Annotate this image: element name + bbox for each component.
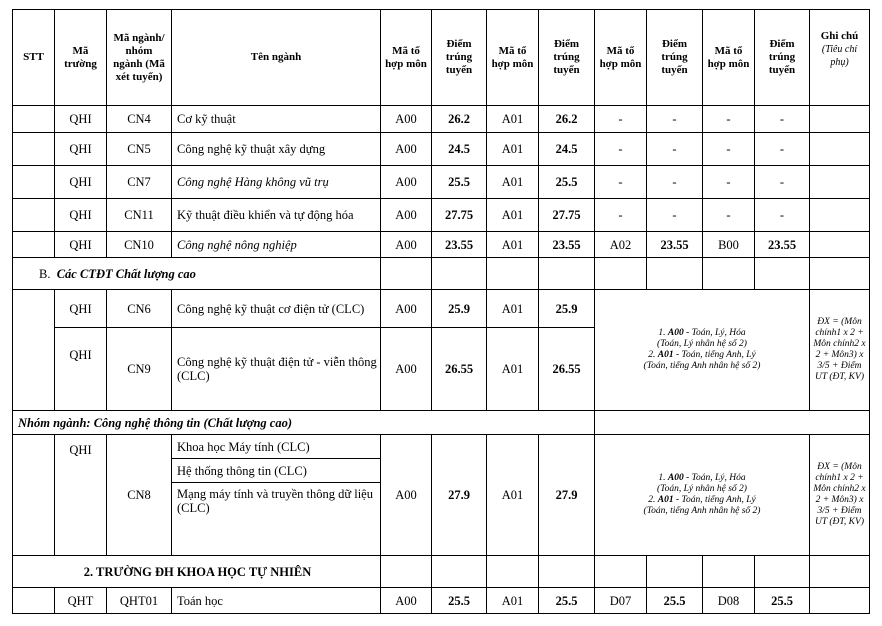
cell-to-hop-2: A01 xyxy=(487,232,539,258)
cell-ma-truong: QHI xyxy=(55,199,107,232)
cell-to-hop-3: - xyxy=(595,133,647,166)
cell-ma-truong: QHI xyxy=(55,232,107,258)
admission-score-table xyxy=(12,9,870,614)
empty-cell xyxy=(755,258,810,290)
empty-cell xyxy=(381,556,432,588)
cell-diem-1: 25.9 xyxy=(432,290,487,328)
empty-cell xyxy=(703,556,755,588)
cell-ma-truong: QHI xyxy=(55,328,107,411)
note-line-2: (Toán, Lý nhân hệ số 2) xyxy=(657,339,747,349)
table-row xyxy=(13,133,870,166)
clc-note xyxy=(595,290,810,411)
note-code: A00 - xyxy=(667,328,692,338)
cell-ten-nganh: Công nghệ kỹ thuật điện tử - viễn thông (CLC) xyxy=(172,328,381,411)
cell-ghi-chu xyxy=(810,199,870,232)
cell-ma-truong: QHT xyxy=(55,588,107,614)
table-row xyxy=(13,290,870,328)
empty-cell xyxy=(595,411,870,435)
empty-cell xyxy=(432,556,487,588)
note-line-3 xyxy=(648,350,755,360)
empty-cell xyxy=(487,556,539,588)
note-code: A01 - xyxy=(657,350,682,360)
note-num: 2. xyxy=(648,495,658,505)
section-row xyxy=(13,258,870,290)
note-line-1 xyxy=(658,473,745,483)
header-diem-3: Điểm trúng tuyển xyxy=(647,10,703,106)
cell-ten-nganh: Mạng máy tính và truyền thông dữ liệu (CLC) xyxy=(172,483,381,556)
table-row xyxy=(13,199,870,232)
note-line-4: (Toán, tiếng Anh nhân hệ số 2) xyxy=(643,361,761,371)
cell-to-hop-1: A00 xyxy=(381,166,432,199)
cell-to-hop-1: A00 xyxy=(381,199,432,232)
cell-diem-1: 25.5 xyxy=(432,166,487,199)
section-b-title xyxy=(13,258,381,290)
cell-diem-3: - xyxy=(647,106,703,133)
note-num: 1. xyxy=(658,328,668,338)
cell-to-hop-4: - xyxy=(703,166,755,199)
cell-ma-truong: QHI xyxy=(55,133,107,166)
cell-ma-truong: QHI xyxy=(55,166,107,199)
section-b-text: Các CTĐT Chất lượng cao xyxy=(56,266,196,281)
cell-stt xyxy=(13,290,55,411)
cell-to-hop-4: - xyxy=(703,199,755,232)
cell-diem-1: 26.55 xyxy=(432,328,487,411)
header-ghi-chu-sub: (Tiêu chí phụ) xyxy=(821,44,858,68)
cell-ma-truong: QHI xyxy=(55,435,107,556)
header-ghi-chu-title: Ghi chú xyxy=(820,30,859,42)
cell-ma-nganh: CN9 xyxy=(107,328,172,411)
cell-to-hop-4: D08 xyxy=(703,588,755,614)
cell-diem-3: - xyxy=(647,166,703,199)
cell-to-hop-2: A01 xyxy=(487,290,539,328)
cell-diem-2: 25.5 xyxy=(539,588,595,614)
cell-ten-nganh: Công nghệ nông nghiệp xyxy=(172,232,381,258)
empty-cell xyxy=(381,258,432,290)
header-stt: STT xyxy=(13,10,55,106)
cell-stt xyxy=(13,588,55,614)
cell-ma-truong: QHI xyxy=(55,290,107,328)
cell-ten-nganh: Toán học xyxy=(172,588,381,614)
cell-diem-4: 23.55 xyxy=(755,232,810,258)
cell-to-hop-2: A01 xyxy=(487,106,539,133)
cell-diem-1: 27.75 xyxy=(432,199,487,232)
cell-diem-1: 27.9 xyxy=(432,435,487,556)
cell-ma-nganh: CN11 xyxy=(107,199,172,232)
empty-cell xyxy=(595,258,647,290)
note-code: A01 - xyxy=(657,495,682,505)
cell-diem-2: 27.9 xyxy=(539,435,595,556)
cell-diem-2: 27.75 xyxy=(539,199,595,232)
cell-to-hop-1: A00 xyxy=(381,328,432,411)
empty-cell xyxy=(595,556,647,588)
cell-ghi-chu xyxy=(810,232,870,258)
cell-to-hop-4: - xyxy=(703,106,755,133)
cell-ma-nganh: CN7 xyxy=(107,166,172,199)
cell-diem-1: 26.2 xyxy=(432,106,487,133)
section-b-prefix: B. xyxy=(39,266,51,281)
cell-diem-4: - xyxy=(755,133,810,166)
header-ma-to-hop-1: Mã tổ hợp môn xyxy=(381,10,432,106)
cell-to-hop-1: A00 xyxy=(381,133,432,166)
cell-to-hop-3: D07 xyxy=(595,588,647,614)
cell-to-hop-2: A01 xyxy=(487,435,539,556)
section-row xyxy=(13,556,870,588)
cell-ten-nganh: Kỹ thuật điều khiển và tự động hóa xyxy=(172,199,381,232)
header-ma-truong: Mã trường xyxy=(55,10,107,106)
note-code: A00 - xyxy=(667,473,692,483)
cell-to-hop-1: A00 xyxy=(381,588,432,614)
cell-diem-4: 25.5 xyxy=(755,588,810,614)
cell-to-hop-1: A00 xyxy=(381,290,432,328)
table-row xyxy=(13,232,870,258)
header-diem-4: Điểm trúng tuyển xyxy=(755,10,810,106)
empty-cell xyxy=(432,258,487,290)
empty-cell xyxy=(810,258,870,290)
cell-diem-2: 26.2 xyxy=(539,106,595,133)
table-row xyxy=(13,435,870,459)
header-ma-to-hop-4: Mã tổ hợp môn xyxy=(703,10,755,106)
cell-ma-nganh: CN10 xyxy=(107,232,172,258)
cell-to-hop-1: A00 xyxy=(381,106,432,133)
cell-ghi-chu xyxy=(810,133,870,166)
table-row xyxy=(13,588,870,614)
cell-ma-nganh: QHT01 xyxy=(107,588,172,614)
cell-diem-3: 25.5 xyxy=(647,588,703,614)
cell-to-hop-4: B00 xyxy=(703,232,755,258)
cntt-ghi-chu: ĐX = (Môn chính1 x 2 + Môn chính2 x 2 + Môn3) x 3/5 + Điểm UT (ĐT, KV) xyxy=(810,435,870,556)
empty-cell xyxy=(810,556,870,588)
cell-stt xyxy=(13,106,55,133)
cell-diem-3: - xyxy=(647,133,703,166)
cell-diem-4: - xyxy=(755,106,810,133)
table-row xyxy=(13,106,870,133)
table-row xyxy=(13,166,870,199)
cell-diem-1: 24.5 xyxy=(432,133,487,166)
cell-ghi-chu xyxy=(810,588,870,614)
empty-cell xyxy=(539,258,595,290)
empty-cell xyxy=(703,258,755,290)
cell-diem-4: - xyxy=(755,166,810,199)
cell-ten-nganh: Công nghệ kỹ thuật cơ điện tử (CLC) xyxy=(172,290,381,328)
cell-diem-4: - xyxy=(755,199,810,232)
section-2-title: 2. TRƯỜNG ĐH KHOA HỌC TỰ NHIÊN xyxy=(13,556,381,588)
cell-stt xyxy=(13,199,55,232)
empty-cell xyxy=(487,258,539,290)
cell-diem-1: 25.5 xyxy=(432,588,487,614)
cell-ten-nganh: Khoa học Máy tính (CLC) xyxy=(172,435,381,459)
cell-to-hop-2: A01 xyxy=(487,588,539,614)
note-num: 1. xyxy=(658,473,668,483)
cell-to-hop-3: - xyxy=(595,199,647,232)
clc-ghi-chu: ĐX = (Môn chính1 x 2 + Môn chính2 x 2 + Môn3) x 3/5 + Điểm UT (ĐT, KV) xyxy=(810,290,870,411)
empty-cell xyxy=(755,556,810,588)
group-row xyxy=(13,411,870,435)
note-line-1 xyxy=(658,328,745,338)
header-row xyxy=(13,10,870,106)
note-subjects: Toán, tiếng Anh, Lý xyxy=(681,350,756,360)
cell-diem-2: 24.5 xyxy=(539,133,595,166)
header-diem-2: Điểm trúng tuyển xyxy=(539,10,595,106)
cell-to-hop-1: A00 xyxy=(381,435,432,556)
cell-stt xyxy=(13,133,55,166)
cell-stt xyxy=(13,435,55,556)
note-subjects: Toán, Lý, Hóa xyxy=(691,328,746,338)
cell-diem-2: 23.55 xyxy=(539,232,595,258)
note-num: 2. xyxy=(648,350,658,360)
cell-ten-nganh: Công nghệ kỹ thuật xây dựng xyxy=(172,133,381,166)
header-ma-to-hop-3: Mã tổ hợp môn xyxy=(595,10,647,106)
cell-to-hop-2: A01 xyxy=(487,199,539,232)
cell-to-hop-3: - xyxy=(595,106,647,133)
note-subjects: Toán, Lý, Hóa xyxy=(691,473,746,483)
cell-ghi-chu xyxy=(810,106,870,133)
header-ghi-chu xyxy=(810,10,870,106)
cell-to-hop-2: A01 xyxy=(487,133,539,166)
cell-diem-3: 23.55 xyxy=(647,232,703,258)
cell-ten-nganh: Cơ kỹ thuật xyxy=(172,106,381,133)
empty-cell xyxy=(539,556,595,588)
cell-to-hop-2: A01 xyxy=(487,328,539,411)
cell-to-hop-2: A01 xyxy=(487,166,539,199)
header-ma-nganh: Mã ngành/ nhóm ngành (Mã xét tuyển) xyxy=(107,10,172,106)
cell-ten-nganh: Công nghệ Hàng không vũ trụ xyxy=(172,166,381,199)
header-diem-1: Điểm trúng tuyển xyxy=(432,10,487,106)
note-line-2: (Toán, Lý nhân hệ số 2) xyxy=(657,484,747,494)
cell-to-hop-3: A02 xyxy=(595,232,647,258)
cell-stt xyxy=(13,232,55,258)
cell-diem-3: - xyxy=(647,199,703,232)
note-line-4: (Toán, tiếng Anh nhân hệ số 2) xyxy=(643,506,761,516)
note-subjects: Toán, tiếng Anh, Lý xyxy=(681,495,756,505)
cell-stt xyxy=(13,166,55,199)
cell-ma-truong: QHI xyxy=(55,106,107,133)
cell-ghi-chu xyxy=(810,166,870,199)
header-ma-to-hop-2: Mã tổ hợp môn xyxy=(487,10,539,106)
cell-diem-2: 26.55 xyxy=(539,328,595,411)
header-ten-nganh: Tên ngành xyxy=(172,10,381,106)
cell-to-hop-4: - xyxy=(703,133,755,166)
cell-diem-1: 23.55 xyxy=(432,232,487,258)
cell-ma-nganh: CN5 xyxy=(107,133,172,166)
note-line-3 xyxy=(648,495,755,505)
cntt-note xyxy=(595,435,810,556)
nhom-nganh-title: Nhóm ngành: Công nghệ thông tin (Chất lượng cao) xyxy=(13,411,595,435)
empty-cell xyxy=(647,556,703,588)
empty-cell xyxy=(647,258,703,290)
cell-diem-2: 25.9 xyxy=(539,290,595,328)
cell-ten-nganh: Hệ thống thông tin (CLC) xyxy=(172,459,381,483)
cell-diem-2: 25.5 xyxy=(539,166,595,199)
cell-to-hop-3: - xyxy=(595,166,647,199)
cell-ma-nganh: CN8 xyxy=(107,435,172,556)
cell-to-hop-1: A00 xyxy=(381,232,432,258)
cell-ma-nganh: CN4 xyxy=(107,106,172,133)
cell-ma-nganh: CN6 xyxy=(107,290,172,328)
